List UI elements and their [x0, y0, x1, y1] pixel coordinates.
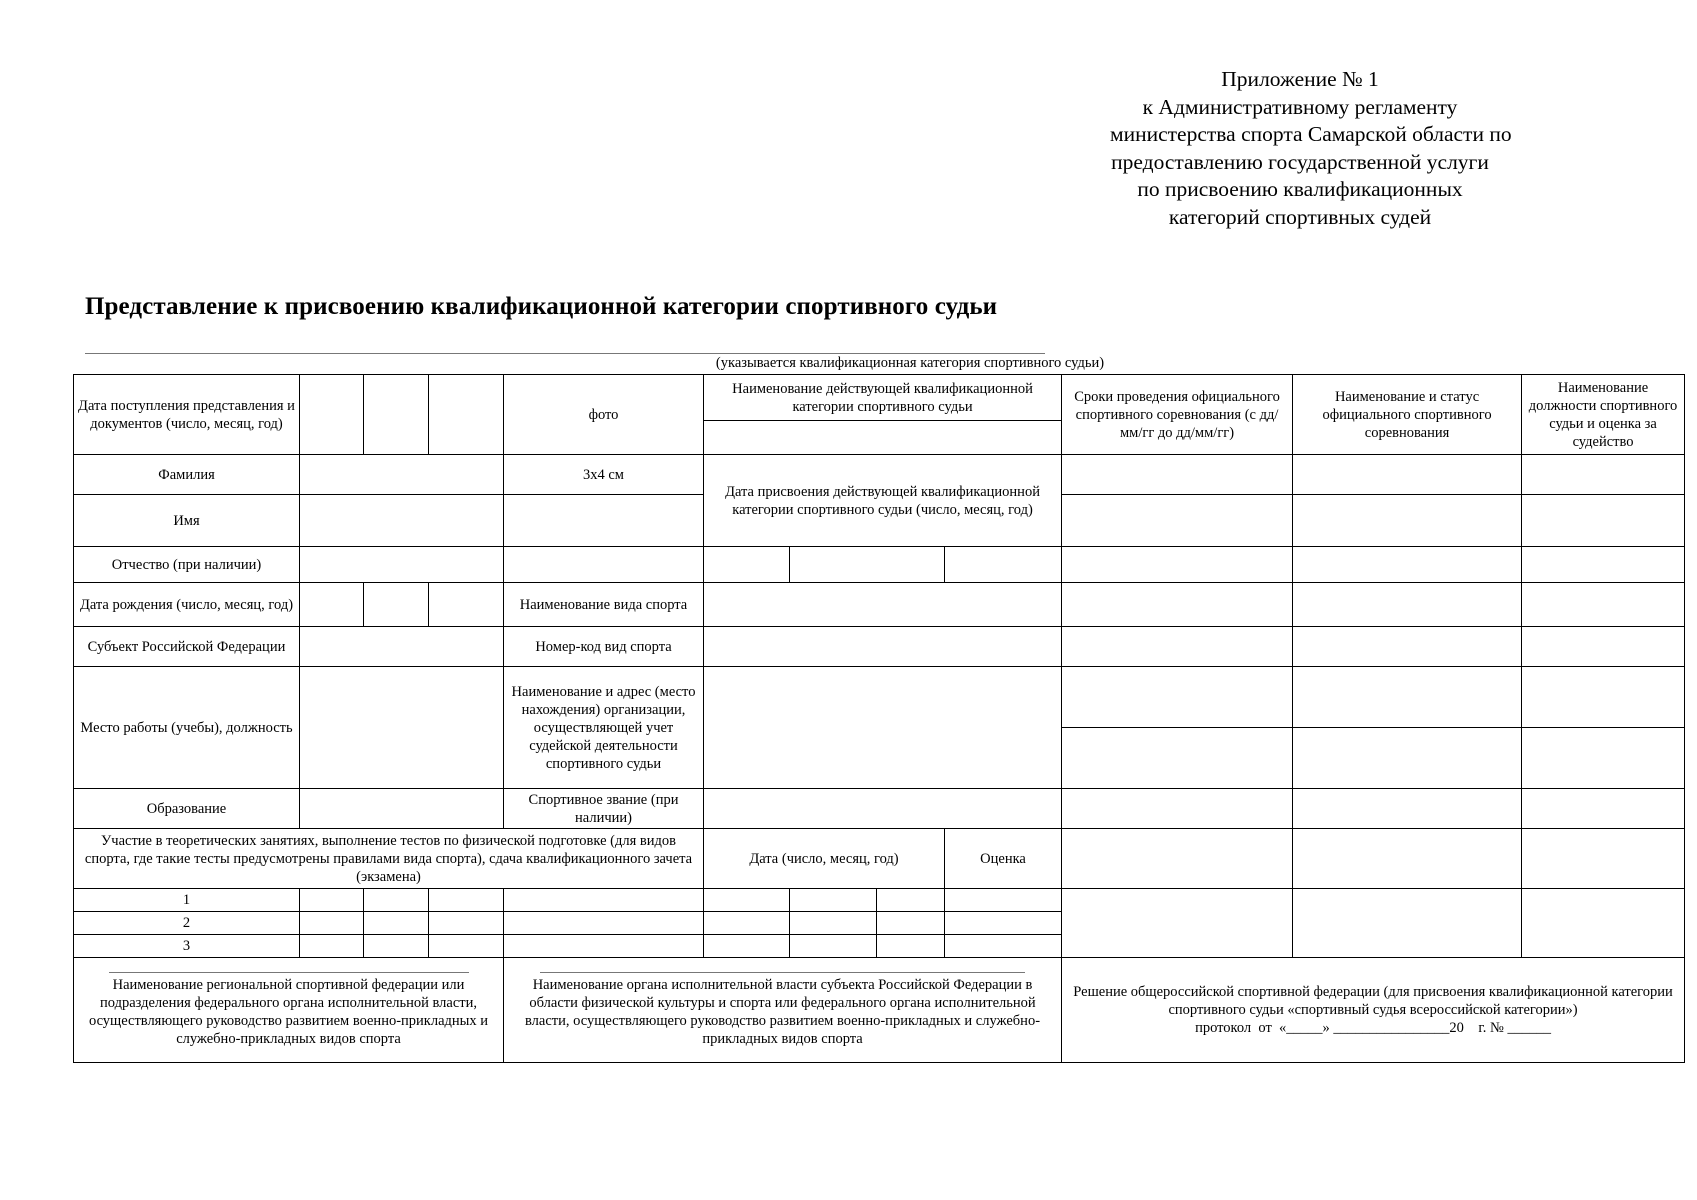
- federation-decision: [1062, 958, 1685, 1063]
- current-category-label: Наименование действующей квалификационной категории спортивного судьи: [704, 375, 1062, 421]
- judge-position-cell[interactable]: [1522, 627, 1685, 667]
- appendix-header: [1110, 66, 1512, 231]
- assign-month-cell[interactable]: [790, 547, 945, 583]
- appendix-line: к Административному регламенту: [1142, 94, 1458, 119]
- competition-name-cell[interactable]: [1293, 829, 1522, 889]
- exam-cell[interactable]: [504, 935, 704, 958]
- judge-position-cell[interactable]: [1522, 583, 1685, 627]
- competition-dates-cell[interactable]: [1062, 889, 1293, 958]
- regional-federation-signature: [74, 958, 504, 1063]
- competition-name-cell[interactable]: [1293, 889, 1522, 958]
- exam-cell[interactable]: [429, 935, 504, 958]
- sport-title-value[interactable]: [704, 789, 1062, 829]
- appendix-line: по присвоению квалификационных: [1137, 177, 1463, 201]
- exam-cell[interactable]: [877, 935, 945, 958]
- competition-dates-cell[interactable]: [1062, 667, 1293, 728]
- assign-year-cell[interactable]: [945, 547, 1062, 583]
- exam-cell[interactable]: [704, 889, 790, 912]
- exam-cell[interactable]: [504, 912, 704, 935]
- category-assign-date-label: Дата присвоения действующей квалификационной категории спортивного судьи (число, месяц, год): [704, 455, 1062, 547]
- appendix-line: Приложение № 1: [1221, 67, 1379, 91]
- region-label: Субъект Российской Федерации: [74, 627, 300, 667]
- competition-name-header: Наименование и статус официального спортивного соревнования: [1293, 375, 1522, 455]
- protocol-line[interactable]: протокол от «_____» ________________20 г. № ______: [1195, 1020, 1551, 1036]
- exam-cell[interactable]: [704, 912, 790, 935]
- birth-day-cell[interactable]: [300, 583, 364, 627]
- competition-name-cell[interactable]: [1293, 667, 1522, 728]
- category-blank-line: [85, 353, 1045, 354]
- exam-row-number: 3: [74, 935, 300, 958]
- sport-name-label: Наименование вида спорта: [504, 583, 704, 627]
- patronymic-label: Отчество (при наличии): [74, 547, 300, 583]
- patronymic-value[interactable]: [300, 547, 504, 583]
- date-received-label: Дата поступления представления и документов (число, месяц, год): [74, 375, 300, 455]
- exam-cell[interactable]: [429, 889, 504, 912]
- education-value[interactable]: [300, 789, 504, 829]
- competition-name-cell[interactable]: [1293, 789, 1522, 829]
- competition-dates-cell[interactable]: [1062, 728, 1293, 789]
- judge-position-cell[interactable]: [1522, 667, 1685, 728]
- photo-label: фото: [504, 375, 704, 455]
- judge-position-cell[interactable]: [1522, 728, 1685, 789]
- surname-value[interactable]: [300, 455, 504, 495]
- exam-cell[interactable]: [704, 935, 790, 958]
- competition-dates-cell[interactable]: [1062, 829, 1293, 889]
- federation-decision-label: Решение общероссийской спортивной федерации (для присвоения квалификационной категории спортивного судьи «спортивный судья всероссийской категории»): [1073, 984, 1673, 1018]
- workplace-value[interactable]: [300, 667, 504, 789]
- exam-row-number: 2: [74, 912, 300, 935]
- nomination-form-table: [73, 374, 1685, 1063]
- exam-cell[interactable]: [364, 935, 429, 958]
- competition-dates-cell[interactable]: [1062, 455, 1293, 495]
- participation-label: Участие в теоретических занятиях, выполнение тестов по физической подготовке (для видов спорта, где такие тесты предусмотрены правилами вида спорта), сдача квалификационного зачета (экзамена): [74, 829, 704, 889]
- sport-title-label: Спортивное звание (при наличии): [504, 789, 704, 829]
- exam-grade-header: Оценка: [945, 829, 1062, 889]
- exam-row-number: 1: [74, 889, 300, 912]
- name-label: Имя: [74, 495, 300, 547]
- exam-grade-cell[interactable]: [945, 912, 1062, 935]
- exam-cell[interactable]: [300, 935, 364, 958]
- executive-body-label: Наименование органа исполнительной власти субъекта Российской Федерации в области физической культуры и спорта или федерального органа исполнительной власти, осуществляющего руководство развитием военно-прикладных и служебно-прикладных видов спорта: [525, 977, 1041, 1047]
- exam-date-header: Дата (число, месяц, год): [704, 829, 945, 889]
- sport-name-value[interactable]: [704, 583, 1062, 627]
- birth-year-cell[interactable]: [429, 583, 504, 627]
- competition-name-cell[interactable]: [1293, 547, 1522, 583]
- assign-day-cell[interactable]: [704, 547, 790, 583]
- signature-line: [540, 972, 1025, 973]
- competition-dates-cell[interactable]: [1062, 495, 1293, 547]
- exam-cell[interactable]: [300, 912, 364, 935]
- birth-date-label: Дата рождения (число, месяц, год): [74, 583, 300, 627]
- education-label: Образование: [74, 789, 300, 829]
- appendix-line: категорий спортивных судей: [1168, 204, 1432, 229]
- exam-cell[interactable]: [364, 889, 429, 912]
- sport-code-label: Номер-код вид спорта: [504, 627, 704, 667]
- exam-cell[interactable]: [300, 889, 364, 912]
- photo-size-label: 3x4 см: [504, 455, 704, 495]
- name-value[interactable]: [300, 495, 504, 547]
- competition-dates-cell[interactable]: [1062, 789, 1293, 829]
- exam-cell[interactable]: [877, 912, 945, 935]
- exam-cell[interactable]: [504, 889, 704, 912]
- executive-body-signature: [504, 958, 1062, 1063]
- org-address-value[interactable]: [704, 667, 1062, 789]
- date-year-cell[interactable]: [429, 375, 504, 455]
- competition-dates-cell[interactable]: [1062, 547, 1293, 583]
- page-title: Представление к присвоению квалификационной категории спортивного судьи: [85, 293, 998, 320]
- competition-name-cell[interactable]: [1293, 627, 1522, 667]
- exam-cell[interactable]: [790, 912, 877, 935]
- birth-month-cell[interactable]: [364, 583, 429, 627]
- exam-grade-cell[interactable]: [945, 889, 1062, 912]
- judge-position-cell[interactable]: [1522, 829, 1685, 889]
- appendix-line: министерства спорта Самарской области по: [1110, 122, 1512, 146]
- competition-name-cell[interactable]: [1293, 455, 1522, 495]
- competition-name-cell[interactable]: [1293, 728, 1522, 789]
- exam-cell[interactable]: [364, 912, 429, 935]
- judge-position-cell[interactable]: [1522, 889, 1685, 958]
- current-category-value[interactable]: [704, 421, 1062, 455]
- competition-name-cell[interactable]: [1293, 495, 1522, 547]
- region-value[interactable]: [300, 627, 504, 667]
- exam-cell[interactable]: [790, 889, 877, 912]
- date-month-cell[interactable]: [364, 375, 429, 455]
- date-day-cell[interactable]: [300, 375, 364, 455]
- exam-grade-cell[interactable]: [945, 935, 1062, 958]
- judge-position-cell[interactable]: [1522, 455, 1685, 495]
- sport-code-value[interactable]: [704, 627, 1062, 667]
- signature-line: [109, 972, 469, 973]
- regional-federation-label: Наименование региональной спортивной федерации или подразделения федерального органа исполнительной власти, осуществляющего руководство развитием военно-прикладных и служебно-прикладных видов спорта: [88, 977, 489, 1047]
- judge-position-header: Наименование должности спортивного судьи и оценка за судейство: [1522, 375, 1685, 455]
- org-address-label: Наименование и адрес (место нахождения) организации, осуществляющей учет судейской деятельности спортивного судьи: [504, 667, 704, 789]
- workplace-label: Место работы (учебы), должность: [74, 667, 300, 789]
- appendix-line: предоставлению государственной услуги: [1111, 149, 1489, 174]
- competition-dates-cell[interactable]: [1062, 583, 1293, 627]
- category-hint: (указывается квалификационная категория спортивного судьи): [715, 355, 1105, 371]
- exam-cell[interactable]: [877, 889, 945, 912]
- judge-position-cell[interactable]: [1522, 789, 1685, 829]
- competition-dates-header: Сроки проведения официального спортивного соревнования (с дд/мм/гг до дд/мм/гг): [1062, 375, 1293, 455]
- competition-name-cell[interactable]: [1293, 583, 1522, 627]
- judge-position-cell[interactable]: [1522, 547, 1685, 583]
- competition-dates-cell[interactable]: [1062, 627, 1293, 667]
- photo-area-cell: [504, 547, 704, 583]
- surname-label: Фамилия: [74, 455, 300, 495]
- exam-cell[interactable]: [790, 935, 877, 958]
- photo-area-cell: [504, 495, 704, 547]
- judge-position-cell[interactable]: [1522, 495, 1685, 547]
- exam-cell[interactable]: [429, 912, 504, 935]
